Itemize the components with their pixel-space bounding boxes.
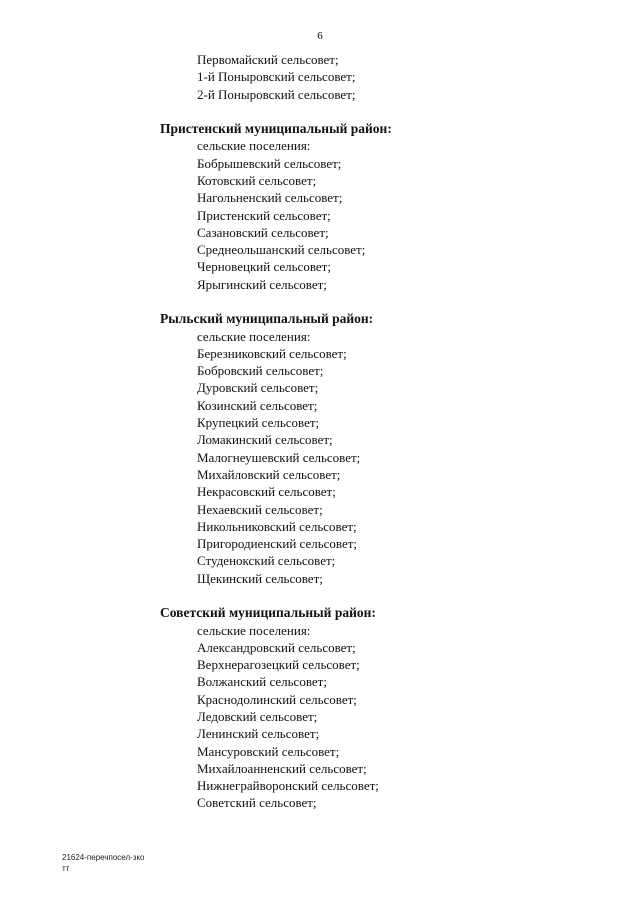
list-item: Пригородиенский сельсовет; <box>197 536 358 552</box>
list-item: Нехаевский сельсовет; <box>197 501 323 517</box>
list-item: Нагольненский сельсовет; <box>197 190 343 206</box>
district-section <box>0 604 640 812</box>
document-body <box>0 51 640 812</box>
list-item: Волжанский сельсовет; <box>197 674 327 690</box>
district-heading: Пристенский муниципальный район: <box>160 120 392 136</box>
footer-initials: тт <box>62 864 70 873</box>
list-item: Никольниковский сельсовет; <box>197 518 357 534</box>
district-subtitle: сельские поселения: <box>197 328 311 344</box>
list-item: Березниковский сельсовет; <box>197 345 347 361</box>
list-item: Крупецкий сельсовет; <box>197 415 320 431</box>
district-subtitle: сельские поселения: <box>197 138 311 154</box>
list-item: Михайловский сельсовет; <box>197 466 341 482</box>
district-heading: Рыльский муниципальный район: <box>160 311 374 327</box>
footer-file-reference: 21624-перечпосел-зко <box>62 853 145 862</box>
list-item: Нижнеграйворонский сельсовет; <box>197 778 379 794</box>
district-subtitle: сельские поселения: <box>197 622 311 638</box>
list-item: Ледовский сельсовет; <box>197 709 318 724</box>
list-item: Ломакинский сельсовет; <box>197 432 333 448</box>
list-item: Ярыгинский сельсовет; <box>197 276 327 292</box>
list-item: Щекинский сельсовет; <box>197 570 323 586</box>
list-item: Малогнеушевский сельсовет; <box>197 449 361 465</box>
district-section <box>0 120 640 293</box>
list-item: Котовский сельсовет; <box>197 172 317 188</box>
page-number: 6 <box>317 30 323 42</box>
list-item: Ленинский сельсовет; <box>197 726 320 742</box>
list-item: Михайлоанненский сельсовет; <box>197 760 367 776</box>
list-item: Среднеольшанский сельсовет; <box>197 242 366 258</box>
list-item: Пристенский сельсовет; <box>197 207 331 223</box>
list-item: Дуровский сельсовет; <box>197 380 319 396</box>
list-item: Черновецкий сельсовет; <box>197 259 331 275</box>
list-item: Мансуровский сельсовет; <box>197 743 340 759</box>
district-heading: Советский муниципальный район: <box>160 605 376 621</box>
intro-list <box>0 51 640 103</box>
list-item: Бобрышевский сельсовет; <box>197 155 342 171</box>
list-item: Первомайский сельсовет; <box>197 52 339 67</box>
list-item: Советский сельсовет; <box>197 795 317 811</box>
list-item: Александровский сельсовет; <box>197 639 356 655</box>
list-item: Некрасовский сельсовет; <box>197 484 336 500</box>
list-item: Бобровский сельсовет; <box>197 363 324 379</box>
list-item: Козинский сельсовет; <box>197 397 318 413</box>
list-item: Студенокский сельсовет; <box>197 553 336 569</box>
list-item: Сазановский сельсовет; <box>197 224 329 240</box>
list-item: Краснодолинский сельсовет; <box>197 691 357 707</box>
list-item: 2-й Поныровский сельсовет; <box>197 86 356 102</box>
district-section <box>0 310 640 587</box>
list-item: 1-й Поныровский сельсовет; <box>197 69 356 85</box>
document-footer <box>62 852 145 874</box>
list-item: Верхнерагозецкий сельсовет; <box>197 657 360 673</box>
